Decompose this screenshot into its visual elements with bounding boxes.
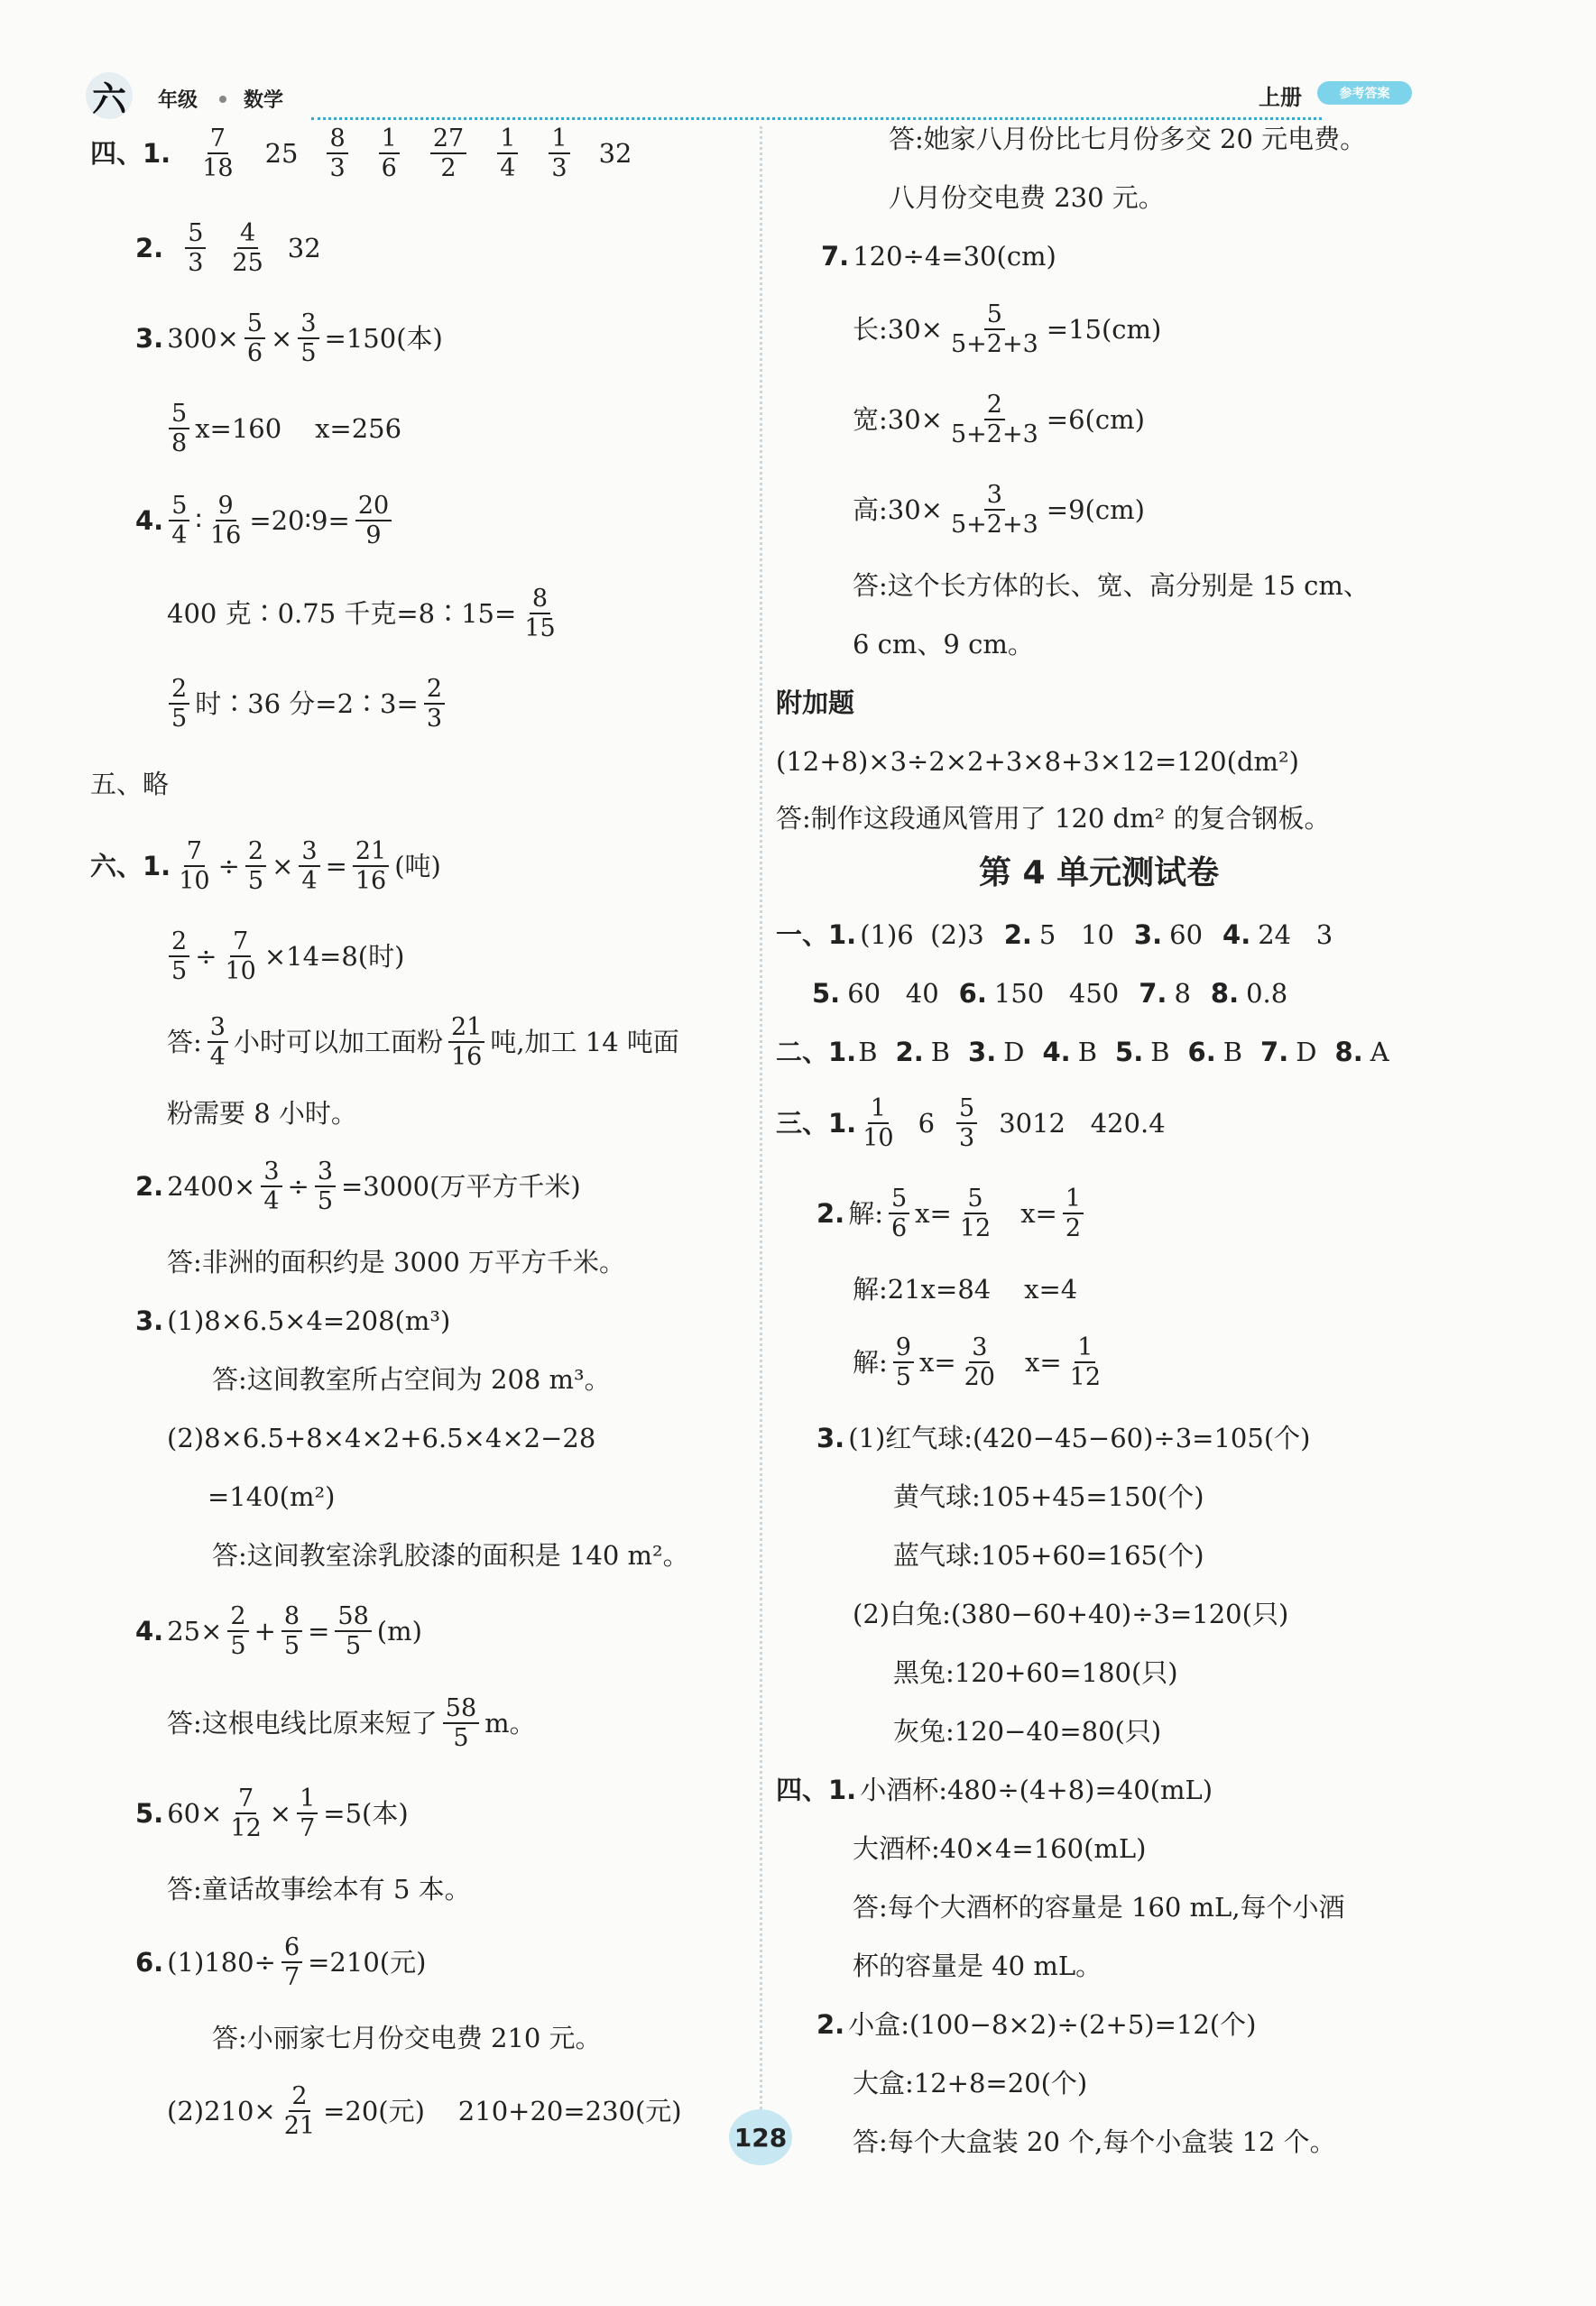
- expression: 答:制作这段通风管用了 120 dm² 的复合钢板。: [776, 803, 1331, 834]
- item-label: 3.: [968, 1037, 997, 1067]
- item-label: 7.: [1139, 978, 1167, 1009]
- expression: =3000(万平方千米): [341, 1170, 581, 1202]
- answer-line: [167, 1874, 471, 1905]
- value: 3012 420.4: [999, 1107, 1166, 1139]
- value: 60 40: [847, 978, 939, 1009]
- fraction: $\frac{5}{3}$: [956, 1096, 977, 1150]
- expression: (1)8×6.5×4=208(m³): [167, 1305, 451, 1336]
- expression: 答:: [167, 1026, 202, 1057]
- fraction: $\frac{1}{12}$: [1069, 1333, 1101, 1391]
- operator: ÷: [287, 1170, 309, 1202]
- expression: 粉需要 8 小时。: [167, 1098, 357, 1129]
- answer-line: [167, 677, 447, 731]
- answer-line: [889, 182, 1165, 213]
- expression: 6 cm、9 cm。: [853, 629, 1034, 660]
- fraction: $\frac{1}{4}$: [497, 126, 518, 180]
- expression: 答:这个长方体的长、宽、高分别是 15 cm、: [853, 570, 1370, 601]
- expression: =5(本): [323, 1797, 409, 1829]
- expression: 长:30×: [853, 313, 943, 345]
- answer-line: [893, 1481, 1204, 1512]
- expression: 答:这根电线比原来短了: [167, 1707, 438, 1739]
- expression: (吨): [394, 850, 441, 881]
- expression: x=: [1020, 1197, 1057, 1229]
- answer-line: [812, 978, 1288, 1009]
- fraction: $\frac{20}{9}$: [355, 493, 392, 548]
- item-label: 3.: [816, 1423, 845, 1453]
- expression: 25×: [167, 1615, 223, 1646]
- value: 6: [918, 1107, 936, 1139]
- fraction: $\frac{9}{16}$: [209, 492, 242, 549]
- answer-line: [776, 1039, 1389, 1065]
- value: 0.8: [1246, 978, 1288, 1009]
- expression: 大盒:12+8=20(个): [853, 2068, 1088, 2098]
- expression: (2)210×: [167, 2095, 276, 2126]
- expression: 答:每个大酒杯的容量是 160 mL,每个小酒: [853, 1892, 1345, 1923]
- item-label: 三、1.: [776, 1107, 857, 1139]
- expression: =140(m²): [208, 1481, 336, 1512]
- answer-line: [776, 1096, 1166, 1150]
- item-label: 5.: [1115, 1037, 1144, 1067]
- grade-label: 年级: [158, 89, 198, 112]
- answer-line: [853, 570, 1370, 601]
- answer-line: [853, 302, 1161, 356]
- fraction: $\frac{3}{5}$: [298, 311, 318, 365]
- expression: 八月份交电费 230 元。: [889, 182, 1165, 213]
- answer-line: [853, 1833, 1147, 1864]
- item-label: 4.: [1222, 919, 1251, 950]
- fraction: $\frac{1}{2}$: [1063, 1186, 1084, 1241]
- answer-line: [135, 1935, 426, 1989]
- value: B: [1077, 1037, 1098, 1067]
- answer-line: [167, 1696, 536, 1750]
- value: B: [930, 1037, 951, 1067]
- fraction: $\frac{3}{4}$: [208, 1015, 228, 1069]
- fraction: $\frac{5}{3}$: [185, 221, 206, 275]
- expression: (2)8×6.5+8×4×2+6.5×4×2−28: [167, 1423, 596, 1453]
- expression: 大酒杯:40×4=160(mL): [853, 1833, 1147, 1864]
- answer-line: [853, 1892, 1345, 1923]
- answer-line: [208, 1481, 336, 1512]
- expression: 120÷4=30(cm): [853, 241, 1056, 272]
- answer-line: [853, 2126, 1336, 2157]
- operator: =: [308, 1615, 330, 1646]
- item-label: 7.: [821, 241, 850, 272]
- expression: 黑兔:120+60=180(只): [893, 1657, 1178, 1688]
- header-divider: [311, 117, 1322, 120]
- value: (1)6 (2)3: [860, 919, 984, 950]
- expression: 五、略: [90, 769, 170, 799]
- expression: 答:非洲的面积约是 3000 万平方千米。: [167, 1247, 626, 1278]
- item-label: 3.: [1133, 919, 1163, 950]
- answer-line: [167, 586, 560, 641]
- item-label: 3.: [135, 322, 164, 354]
- expression: (1)红气球:(420−45−60)÷3=105(个): [848, 1423, 1311, 1453]
- fraction: $\frac{1}{7}$: [297, 1786, 318, 1840]
- fraction: $\frac{2}{5}$: [227, 1604, 248, 1658]
- value: 32: [287, 232, 321, 263]
- item-label: 2.: [135, 232, 164, 263]
- fraction: $\frac{3}{20}$: [964, 1333, 995, 1391]
- value: B: [858, 1037, 878, 1067]
- fraction: $\frac{6}{7}$: [281, 1935, 302, 1989]
- section-heading: 附加题: [776, 687, 855, 718]
- value: 32: [598, 137, 632, 169]
- fraction: $\frac{2}{21}$: [283, 2082, 316, 2140]
- item-label: 5.: [812, 978, 841, 1009]
- fraction: $\frac{5}{4}$: [169, 493, 189, 548]
- fraction: $\frac{1}{3}$: [549, 126, 569, 180]
- answer-line: [135, 1604, 422, 1658]
- expression: ×14=8(时): [263, 940, 405, 972]
- answer-line: [167, 1247, 626, 1278]
- fraction: $\frac{58}{5}$: [443, 1696, 479, 1750]
- answer-line: [135, 1159, 581, 1213]
- answer-line: [853, 2068, 1088, 2098]
- fraction: $\frac{1}{6}$: [379, 126, 400, 180]
- fraction: $\frac{3}{4}$: [261, 1159, 281, 1213]
- item-label: 四、1.: [90, 137, 171, 169]
- answer-line: [90, 839, 441, 893]
- item-label: 2.: [816, 2009, 845, 2040]
- expression: 300×: [167, 322, 239, 354]
- expression: 吨,加工 14 吨面: [490, 1026, 679, 1057]
- answer-line: [821, 241, 1056, 272]
- column-divider: [760, 126, 762, 2147]
- fraction: $\frac{1}{10}$: [863, 1094, 894, 1152]
- expression: (12+8)×3÷2×2+3×8+3×12=120(dm²): [776, 746, 1299, 777]
- item-label: 8.: [1210, 978, 1240, 1009]
- answer-line: [167, 1425, 595, 1452]
- item-label: 8.: [1334, 1037, 1363, 1067]
- fraction: $\frac{4}{25}$: [232, 219, 263, 277]
- answer-line: [212, 1364, 611, 1395]
- answer-line: [893, 1540, 1204, 1571]
- expression: (m): [376, 1615, 422, 1646]
- answer-line: [135, 493, 393, 548]
- operator: ∶: [195, 504, 202, 536]
- expression: x=: [1024, 1346, 1062, 1378]
- fraction: $\frac{58}{5}$: [335, 1604, 371, 1658]
- expression: 400 克∶0.75 千克=8∶15=: [167, 597, 517, 629]
- expression: =210(元): [308, 1946, 427, 1978]
- answer-line: [853, 392, 1145, 447]
- fraction: $\frac{2}{5+2+3}$: [950, 391, 1038, 448]
- expression: 答:这间教室所占空间为 208 m³。: [212, 1364, 611, 1395]
- answer-line: [90, 771, 169, 798]
- value: 24 3: [1258, 919, 1333, 950]
- expression: 小盒:(100−8×2)÷(2+5)=12(个): [848, 2009, 1257, 2040]
- answer-line: [889, 126, 1366, 152]
- fraction: $\frac{8}{3}$: [327, 126, 347, 180]
- answer-line: [135, 311, 443, 365]
- expression: (1)180÷: [167, 1946, 276, 1978]
- expression: 答:小丽家七月份交电费 210 元。: [212, 2023, 602, 2053]
- expression: =20(元) 210+20=230(元): [323, 2095, 682, 2126]
- expression: 高:30×: [853, 493, 943, 525]
- fraction: $\frac{3}{5}$: [315, 1159, 336, 1213]
- expression: x=160 x=256: [195, 412, 402, 444]
- value: B: [1150, 1037, 1170, 1067]
- answer-line: [853, 1335, 1105, 1389]
- answer-line: [776, 919, 1333, 950]
- volume-label: 上册: [1259, 85, 1302, 110]
- expression: 答:每个大盒装 20 个,每个小盒装 12 个。: [853, 2126, 1336, 2157]
- value: 8: [1174, 978, 1191, 1009]
- page-number: 128: [729, 2109, 792, 2165]
- fraction: $\frac{7}{10}$: [225, 927, 256, 985]
- expression: 解:21x=84 x=4: [853, 1274, 1078, 1305]
- fraction: $\frac{7}{18}$: [202, 125, 234, 182]
- fraction: $\frac{21}{16}$: [353, 839, 389, 893]
- expression: =20∶9=: [249, 504, 350, 536]
- operator: ÷: [217, 850, 240, 881]
- answer-line: [167, 929, 404, 983]
- fraction: $\frac{2}{5}$: [245, 839, 266, 893]
- fraction: $\frac{7}{12}$: [230, 1785, 262, 1842]
- value: D: [1296, 1037, 1317, 1067]
- extra-section-title: [776, 687, 855, 718]
- operator: ÷: [195, 940, 217, 972]
- item-label: 4.: [1042, 1037, 1071, 1067]
- fraction: $\frac{7}{10}$: [179, 837, 210, 895]
- expression: 答:童话故事绘本有 5 本。: [167, 1874, 471, 1905]
- item-label: 6.: [1187, 1037, 1216, 1067]
- answer-line: [90, 126, 632, 180]
- answer-line: [853, 483, 1145, 537]
- answer-line: [816, 1186, 1085, 1241]
- item-label: 六、1.: [90, 850, 171, 881]
- item-label: 4.: [135, 1615, 164, 1646]
- answer-line: [853, 629, 1034, 660]
- answer-line: [167, 1015, 679, 1069]
- answer-line: [135, 1305, 451, 1336]
- expression: 杯的容量是 40 mL。: [853, 1951, 1102, 1981]
- item-label: 3.: [135, 1305, 164, 1336]
- answer-line: [893, 1716, 1162, 1747]
- answer-line: [816, 2009, 1257, 2040]
- operator: ×: [271, 322, 293, 354]
- value: 60: [1169, 919, 1204, 950]
- item-label: 四、1.: [776, 1775, 857, 1805]
- answer-line: [776, 746, 1299, 777]
- expression: 小酒杯:480÷(4+8)=40(mL): [860, 1775, 1213, 1805]
- item-label: 一、1.: [776, 919, 857, 950]
- item-label: 2.: [816, 1197, 845, 1229]
- expression: m。: [484, 1707, 536, 1739]
- operator: ×: [272, 850, 294, 881]
- value: 150 450: [993, 978, 1120, 1009]
- expression: 小时可以加工面粉: [233, 1026, 443, 1057]
- operator: ×: [269, 1797, 292, 1829]
- answer-line: [853, 1953, 1102, 1979]
- expression: 黄气球:105+45=150(个): [893, 1481, 1204, 1512]
- operator: =: [325, 850, 347, 881]
- expression: 答:这间教室涂乳胶漆的面积是 140 m²。: [212, 1540, 689, 1571]
- fraction: $\frac{2}{5}$: [169, 677, 189, 731]
- expression: 60×: [167, 1797, 223, 1829]
- answer-line: [893, 1657, 1178, 1688]
- expression: (2)白兔:(380−60+40)÷3=120(只): [853, 1599, 1289, 1629]
- grade-badge: 六: [86, 72, 133, 119]
- item-label: 4.: [135, 504, 164, 536]
- value: A: [1370, 1037, 1389, 1067]
- value: 5 10: [1038, 919, 1114, 950]
- answer-line: [776, 803, 1331, 834]
- answer-line: [212, 1540, 689, 1571]
- expression: =150(本): [324, 322, 443, 354]
- fraction: $\frac{3}{4}$: [299, 839, 319, 893]
- value: D: [1003, 1037, 1025, 1067]
- answer-line: [167, 1098, 357, 1129]
- expression: =15(cm): [1046, 313, 1162, 345]
- item-label: 6.: [958, 978, 987, 1009]
- answer-line: [167, 401, 401, 456]
- answer-line: [135, 1786, 409, 1840]
- expression: 解:: [848, 1197, 883, 1229]
- fraction: $\frac{8}{15}$: [524, 585, 556, 642]
- answer-line: [135, 221, 321, 275]
- expression: 时∶36 分=2∶3=: [195, 687, 419, 719]
- fraction: $\frac{27}{2}$: [430, 126, 466, 180]
- value: 25: [264, 137, 299, 169]
- separator-dot-icon: [219, 96, 226, 103]
- answer-tag: 参考答案: [1317, 81, 1412, 105]
- item-label: 2.: [135, 1170, 164, 1202]
- answer-line: [167, 2084, 682, 2138]
- page-header: [86, 70, 1421, 125]
- fraction: $\frac{5}{5+2+3}$: [950, 300, 1038, 358]
- value: B: [1222, 1037, 1243, 1067]
- fraction: $\frac{5}{6}$: [244, 311, 265, 365]
- expression: 答:她家八月份比七月份多交 20 元电费。: [889, 124, 1367, 154]
- fraction: $\frac{21}{16}$: [448, 1015, 484, 1069]
- item-label: 2.: [895, 1037, 924, 1067]
- expression: 宽:30×: [853, 403, 943, 435]
- fraction: $\frac{2}{3}$: [424, 677, 445, 731]
- operator: +: [254, 1615, 276, 1646]
- expression: 2400×: [167, 1170, 256, 1202]
- item-label: 5.: [135, 1797, 164, 1829]
- fraction: $\frac{9}{5}$: [893, 1335, 914, 1389]
- subject-label: 数学: [244, 89, 284, 112]
- item-label: 6.: [135, 1946, 164, 1978]
- expression: 解:: [853, 1346, 888, 1378]
- answer-line: [776, 1777, 1213, 1803]
- fraction: $\frac{2}{5}$: [169, 929, 189, 983]
- expression: 灰兔:120−40=80(只): [893, 1716, 1162, 1747]
- expression: x=: [918, 1346, 956, 1378]
- fraction: $\frac{5}{8}$: [169, 401, 189, 456]
- answer-line: [853, 1601, 1288, 1628]
- fraction: $\frac{3}{5+2+3}$: [950, 481, 1038, 539]
- answer-line: [816, 1425, 1310, 1452]
- item-label: 二、1.: [776, 1037, 857, 1067]
- answer-line: [212, 2025, 602, 2052]
- fraction: $\frac{8}{5}$: [281, 1604, 302, 1658]
- expression: 蓝气球:105+60=165(个): [893, 1540, 1204, 1571]
- expression: x=: [915, 1197, 952, 1229]
- expression: =6(cm): [1046, 403, 1145, 435]
- unit-test-title: 第 4 单元测试卷: [979, 854, 1220, 891]
- item-label: 7.: [1260, 1037, 1289, 1067]
- answer-line: [853, 1274, 1078, 1305]
- expression: =9(cm): [1046, 493, 1145, 525]
- fraction: $\frac{5}{12}$: [959, 1185, 992, 1242]
- fraction: $\frac{5}{6}$: [889, 1186, 909, 1241]
- item-label: 2.: [1003, 919, 1032, 950]
